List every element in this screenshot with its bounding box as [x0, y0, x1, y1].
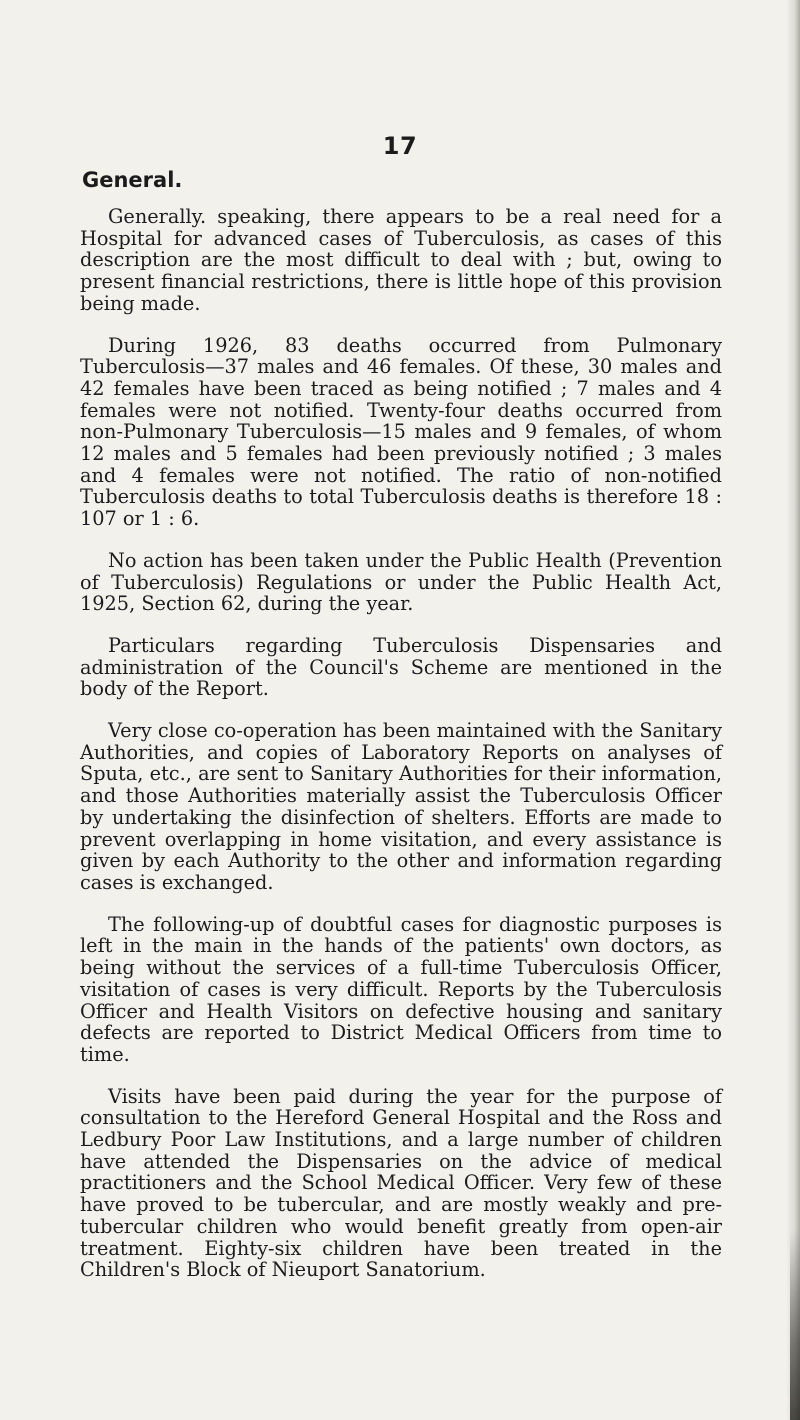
body-text [80, 206, 722, 1301]
paragraph-following-up: The following-up of doubtful cases for diagnostic purposes is left in the main in the hands of the patients' own doctors, as being without the services of a full-time Tuberculosis Officer, visitation of cases is very difficult. Reports by the Tuberculosis Officer and Health Visitors on defective housing and sanitary defects are reported to District Medical Officers from time to time. [80, 912, 722, 1066]
section-heading: General. [82, 168, 183, 192]
paragraph-deaths-1926: During 1926, 83 deaths occurred from Pulmonary Tuberculosis—37 males and 46 females. Of these, 30 males and 42 females have been traced as being notified ; 7 males and 4 females were not notified. Twenty-four deaths occurred from non-Pulmonary Tuberculosis—15 males and 9 females, of whom 12 males and 5 females had been previously notified ; 3 males and 4 females were not notified. The ratio of non-notified Tuberculosis deaths to total Tuberculosis deaths is therefore 18 : 107 or 1 : 6. [80, 333, 722, 531]
paragraph-no-action: No action has been taken under the Public Health (Prevention of Tuberculosis) Regulations or under the Public Health Act, 1925, Section 62, during the year. [80, 548, 722, 616]
paragraph-co-operation: Very close co-operation has been maintained with the Sanitary Authorities, and copies of Laboratory Reports on analyses of Sputa, etc., are sent to Sanitary Authorities for their information, and those Authorities materially assist the Tuberculosis Officer by undertaking the disinfection of shelters. Efforts are made to prevent overlapping in home visitation, and every assistance is given by each Authority to the other and information regarding cases is exchanged. [80, 719, 722, 894]
paragraph-dispensaries: Particulars regarding Tuberculosis Dispensaries and administration of the Council's Scheme are mentioned in the body of the Report. [80, 633, 722, 701]
paragraph-hospital-need: Generally. speaking, there appears to be a real need for a Hospital for advanced cases of Tuberculosis, as cases of this description are the most difficult to deal with ; but, owing to present financial restrictions, there is little hope of this provision being made. [80, 205, 722, 315]
scan-edge-shadow [786, 0, 800, 1420]
scan-edge-dark [790, 1230, 800, 1420]
page-number: 17 [382, 132, 418, 160]
paragraph-visits: Visits have been paid during the year for the purpose of consultation to the Hereford General Hospital and the Ross and Ledbury Poor Law Institutions, and a large number of children have attended the Dispensaries on the advice of medical practitioners and the School Medical Officer. Very few of these have proved to be tubercular, and are mostly weakly and pre-tubercular children who would benefit greatly from open-air treatment. Eighty-six children have been treated in the Children's Block of Nieuport Sanatorium. [80, 1084, 722, 1282]
